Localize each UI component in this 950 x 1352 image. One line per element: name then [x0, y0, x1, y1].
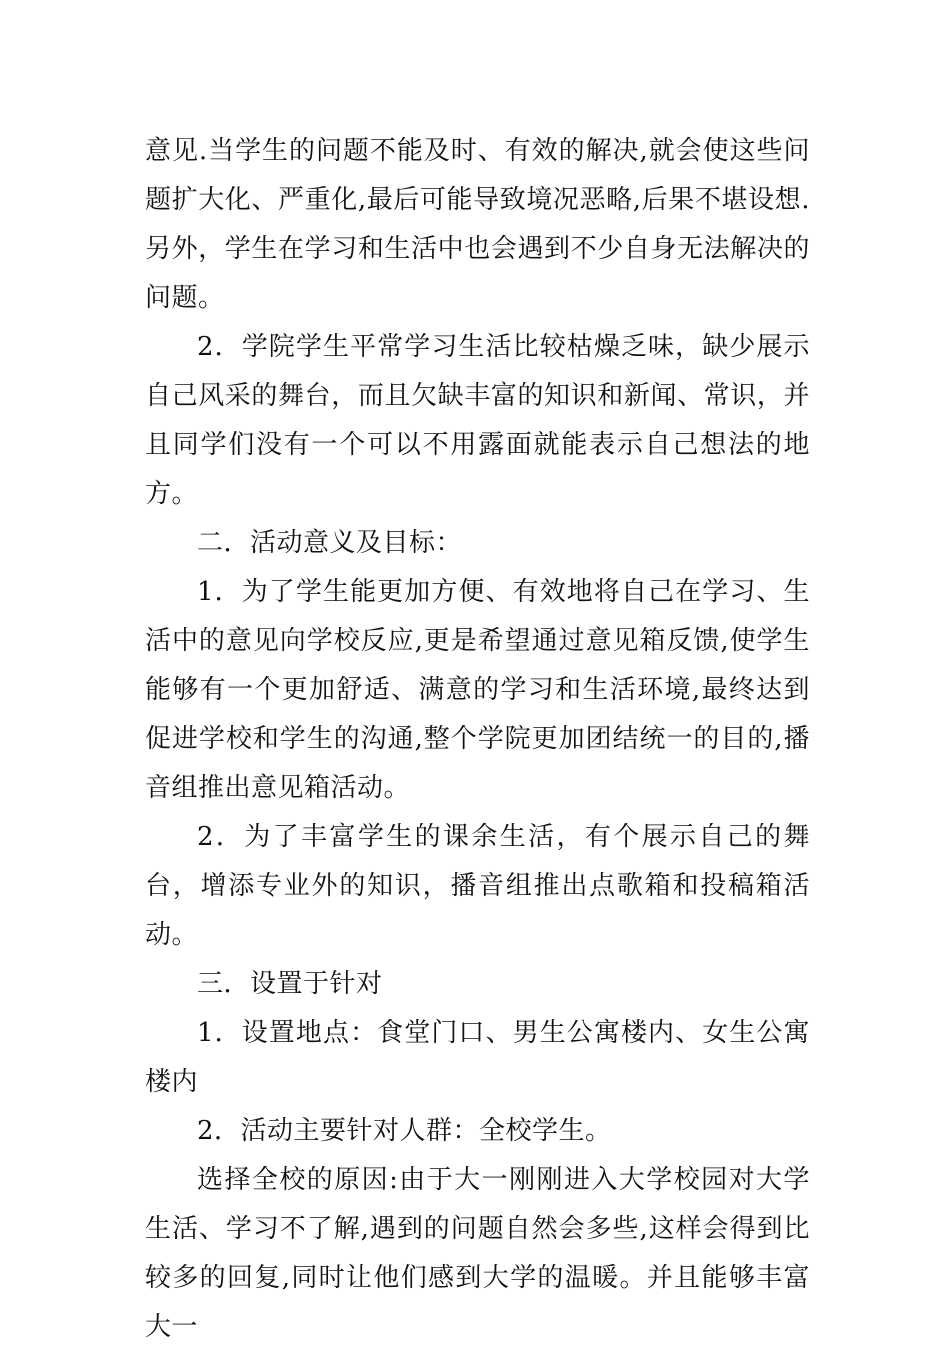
- paragraph-4: 2．为了丰富学生的课余生活，有个展示自己的舞台，增添专业外的知识，播音组推出点歌箱和投稿箱活动。: [145, 822, 810, 950]
- paragraph-6: 2．活动主要针对人群：全校学生。: [197, 1116, 612, 1146]
- document-body: [145, 127, 810, 1352]
- paragraph-2: 2．学院学生平常学习生活比较枯燥乏味，缺少展示自己风采的舞台，而且欠缺丰富的知识和新闻、常识，并且同学们没有一个可以不用露面就能表示自己想法的地方。: [145, 332, 810, 509]
- paragraph-5: 1．设置地点：食堂门口、男生公寓楼内、女生公寓楼内: [145, 1018, 810, 1097]
- paragraph-1: 意见.当学生的问题不能及时、有效的解决,就会使这些问题扩大化、严重化,最后可能导致境况恶略,后果不堪设想.另外，学生在学习和生活中也会遇到不少自身无法解决的问题。: [145, 136, 810, 313]
- paragraph-7: 选择全校的原因:由于大一刚刚进入大学校园对大学生活、学习不了解,遇到的问题自然会多些,这样会得到比较多的回复,同时让他们感到大学的温暖。并且能够丰富大一: [145, 1165, 810, 1342]
- section-heading-2: 二．活动意义及目标：: [197, 528, 463, 558]
- section-heading-3: 三．设置于针对: [197, 969, 383, 999]
- paragraph-3: 1．为了学生能更加方便、有效地将自己在学习、生活中的意见向学校反应,更是希望通过意见箱反馈,使学生能够有一个更加舒适、满意的学习和生活环境,最终达到促进学校和学生的沟通,整个学院更加团结统一的目的,播音组推出意见箱活动。: [145, 577, 810, 803]
